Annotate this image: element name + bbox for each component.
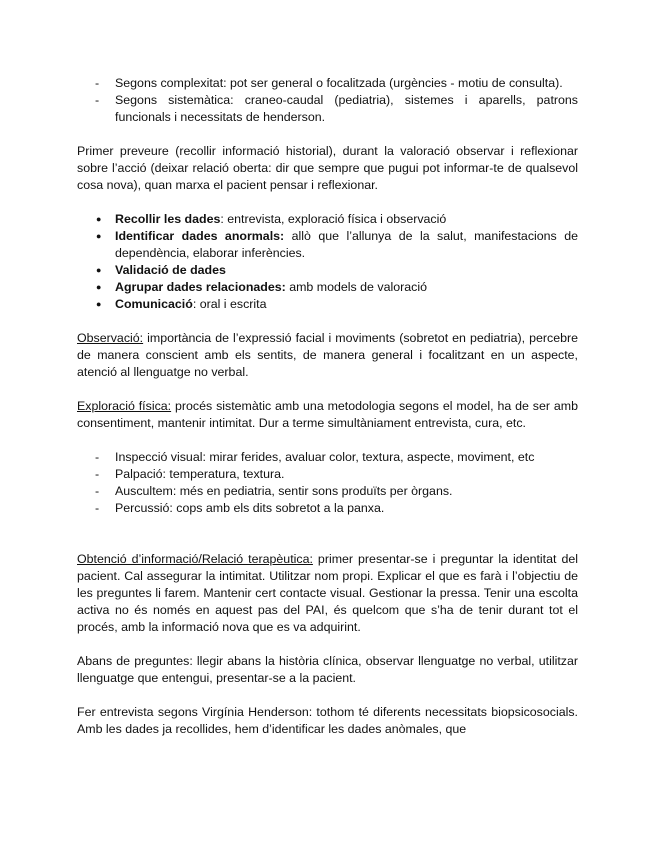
list-item: [77, 296, 578, 313]
list-item: [77, 262, 578, 279]
list-item: - Percussió: cops amb els dits sobretot a la panxa.: [77, 500, 578, 517]
list-item: [77, 279, 578, 296]
section-label-obtencio: Obtenció d’informació/Relació terapèutica:: [77, 552, 313, 566]
spacer: [77, 126, 578, 143]
bullet-bold-term: Identificar dades anormals:: [115, 229, 285, 243]
valoracio-types-list: [77, 75, 578, 126]
bullet-text: : entrevista, exploració física i observació: [220, 212, 447, 226]
list-item: [77, 228, 578, 262]
paragraph-exploracio: [77, 398, 578, 432]
paragraph-obtencio: [77, 551, 578, 636]
section-label-observacio: Observació:: [77, 331, 144, 345]
paragraph-fer: Fer entrevista segons Virgínia Henderson: tothom té diferents necessitats biopsicosocials. Amb les dades ja recollides, hem d’identificar les dades anòmales, que: [77, 705, 578, 736]
section-label-exploracio: Exploració física:: [77, 399, 172, 413]
paragraph-observacio: [77, 330, 578, 381]
spacer: [77, 687, 578, 704]
list-item: - Inspecció visual: mirar ferides, avaluar color, textura, aspecte, moviment, etc: [77, 449, 578, 466]
bullet-text: amb models de valoració: [285, 280, 427, 294]
paragraph-text: primer presentar-se i preguntar la identitat del pacient. Cal assegurar la intimitat. Utilitzar nom propi. Explicar el que es farà i l’objectiu de les preguntes li farem. Mantenir cert contacte visual. Gestionar la pressa. Tenir una escolta activa no és només en aquest pas del PAI, és quelcom que s’ha de tenir durant tot el procés, amb la informació nova que es va adquirint.: [77, 552, 578, 634]
document-body: [77, 75, 578, 738]
spacer: [77, 381, 578, 398]
list-item: - Auscultem: més en pediatria, sentir sons produïts per òrgans.: [77, 483, 578, 500]
bullet-bold-term: Validació de dades: [115, 263, 226, 277]
bullet-bold-term: Agrupar dades relacionades:: [115, 280, 286, 294]
paragraph-text: importància de l’expressió facial i moviments (sobretot en pediatria), percebre de manera conscient amb els sentits, de manera general i focalitzant en un aspecte, atenció al llenguatge no verbal.: [77, 331, 578, 379]
paragraph-primer: Primer preveure (recollir informació historial), durant la valoració observar i reflexionar sobre l’acció (deixar relació oberta: dir que sempre que pugui pot informar-te de qualsevol cosa nova), quan marxa el pacient pensar i reflexionar.: [77, 144, 578, 192]
spacer: [77, 313, 578, 330]
list-item: - Segons complexitat: pot ser general o focalitzada (urgències - motiu de consulta).: [77, 75, 578, 92]
spacer: [77, 194, 578, 211]
list-item: - Palpació: temperatura, textura.: [77, 466, 578, 483]
spacer: [77, 636, 578, 653]
bullet-bold-term: Comunicació: [115, 297, 193, 311]
bullet-text: : oral i escrita: [192, 297, 267, 311]
spacer: [77, 517, 578, 551]
list-item: [77, 211, 578, 228]
bullet-text: allò que l’allunya de la salut, manifestacions de dependència, elaborar inferències.: [115, 229, 578, 260]
exploracio-methods-list: [77, 449, 578, 517]
list-item: - Segons sistemàtica: craneo-caudal (pediatria), sistemes i aparells, patrons funcionals i necessitats de henderson.: [77, 92, 578, 126]
paragraph-abans: Abans de preguntes: llegir abans la història clínica, observar llenguatge no verbal, utilitzar llenguatge que entengui, presentar-se a la pacient.: [77, 654, 578, 685]
spacer: [77, 432, 578, 449]
bullet-bold-term: Recollir les dades: [115, 212, 221, 226]
steps-bullet-list: [77, 211, 578, 313]
paragraph-text: procés sistemàtic amb una metodologia segons el model, ha de ser amb consentiment, mantenir intimitat. Dur a terme simultàniament entrevista, cura, etc.: [77, 399, 578, 430]
